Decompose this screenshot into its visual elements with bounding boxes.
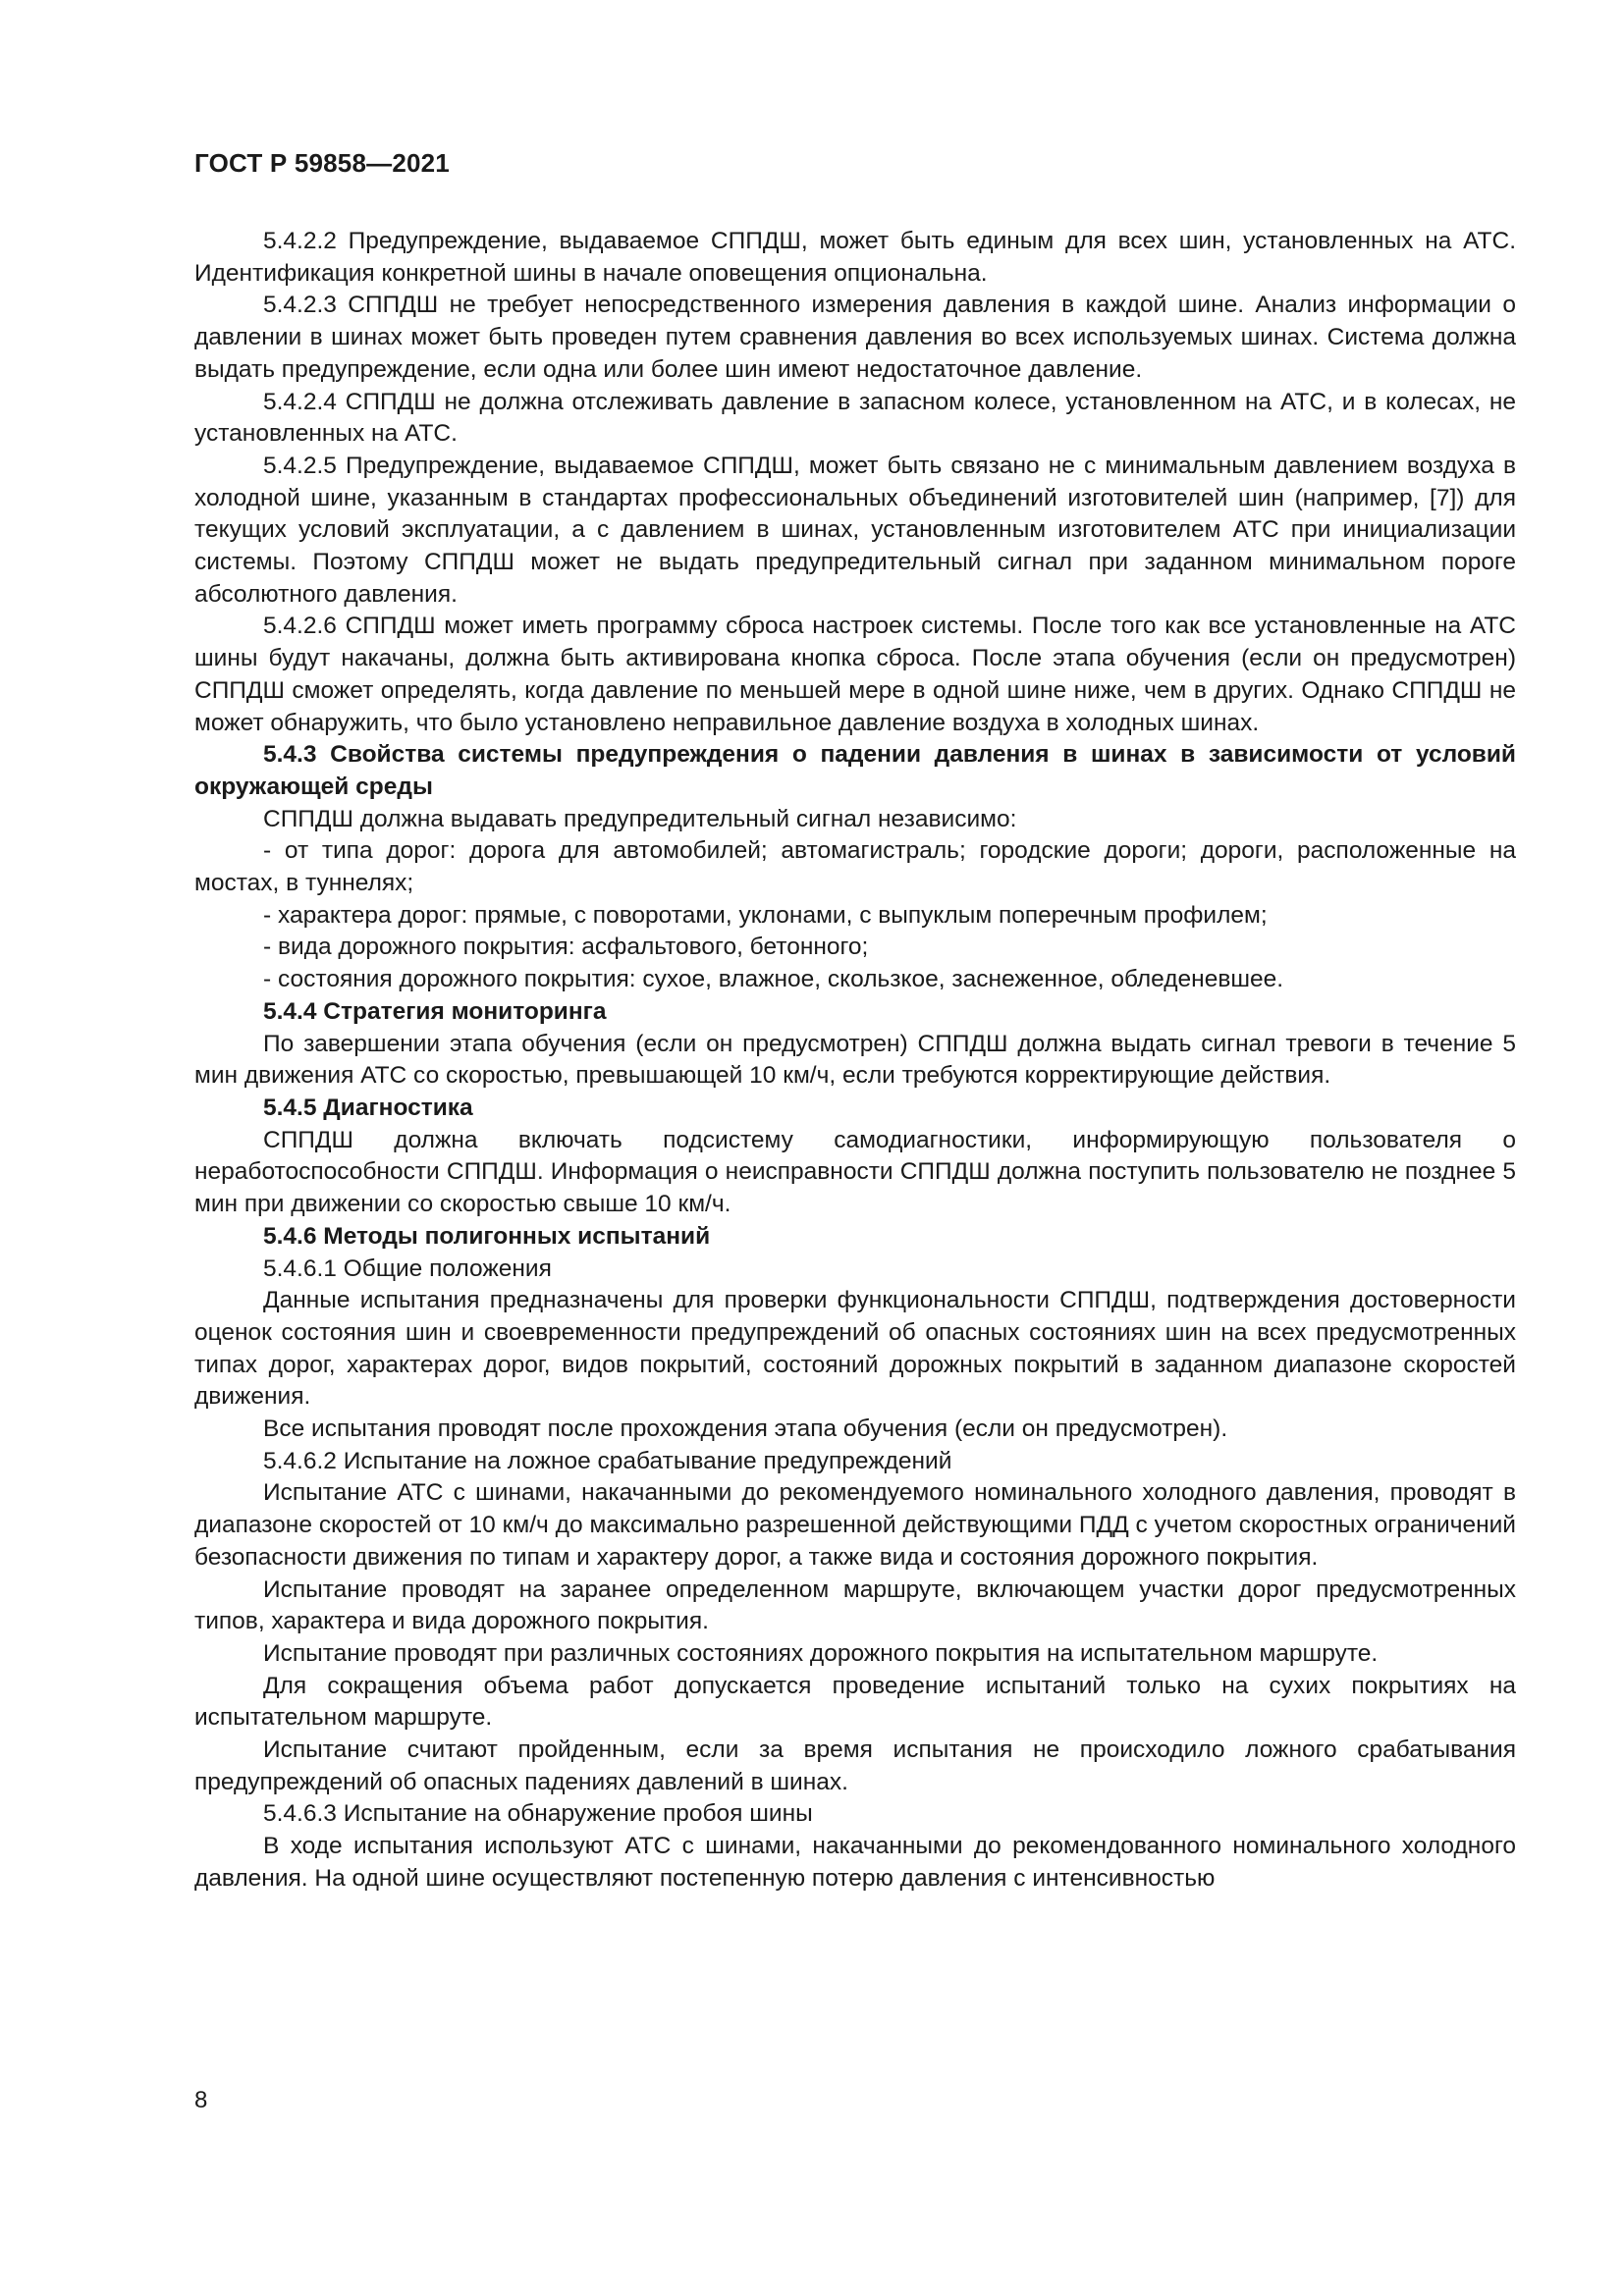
paragraph: Испытание считают пройденным, если за время испытания не происходило ложного срабатывания предупреждений об опасных падениях давлений в шинах.: [194, 1736, 1516, 1795]
paragraph: Данные испытания предназначены для проверки функциональности СППДШ, подтверждения достоверности оценок состояния шин и своевременности предупреждений об опасных состояниях шин на всех предусмотренных типах дорог, характерах дорог, видов покрытий, состояний дорожных покрытий в заданном диапазоне скоростей движения.: [194, 1287, 1516, 1411]
section-heading: 5.4.6 Методы полигонных испытаний: [263, 1222, 711, 1250]
paragraph: - от типа дорог: дорога для автомобилей; автомагистраль; городские дороги; дороги, расположенные на мостах, в туннелях;: [194, 837, 1516, 897]
page-number: 8: [194, 2087, 208, 2113]
paragraph: 5.4.2.5 Предупреждение, выдаваемое СППДШ, может быть связано не с минимальным давлением воздуха в холодной шине, указанным в стандартах профессиональных объединений изготовителей шин (например, [7]) для текущих условий эксплуатации, а с давлением в шинах, установленным изготовителем АТС при инициализации системы. Поэтому СППДШ может не выдать предупредительный сигнал при заданном минимальном пороге абсолютного давления.: [194, 452, 1516, 608]
paragraph: Для сокращения объема работ допускается проведение испытаний только на сухих покрытиях на испытательном маршруте.: [194, 1672, 1516, 1732]
paragraph: СППДШ должна выдавать предупредительный сигнал независимо:: [263, 805, 1017, 832]
paragraph: 5.4.6.3 Испытание на обнаружение пробоя шины: [263, 1800, 813, 1828]
paragraph: Испытание проводят на заранее определенном маршруте, включающем участки дорог предусмотренных типов, характера и вида дорожного покрытия.: [194, 1575, 1516, 1635]
paragraph: - характера дорог: прямые, с поворотами, уклонами, с выпуклым поперечным профилем;: [263, 901, 1268, 929]
paragraph: Испытание проводят при различных состояниях дорожного покрытия на испытательном маршруте.: [263, 1639, 1379, 1667]
section-heading: 5.4.3 Свойства системы предупреждения о падении давления в шинах в зависимости от условий окружающей среды: [194, 741, 1516, 800]
paragraph: 5.4.2.2 Предупреждение, выдаваемое СППДШ, может быть единым для всех шин, установленных на АТС. Идентификация конкретной шины в начале оповещения опциональна.: [194, 228, 1516, 287]
paragraph: 5.4.6.2 Испытание на ложное срабатывание предупреждений: [263, 1447, 952, 1474]
paragraph: 5.4.6.1 Общие положения: [263, 1255, 552, 1282]
section-heading: 5.4.4 Стратегия мониторинга: [263, 997, 607, 1025]
section-heading: 5.4.5 Диагностика: [263, 1094, 473, 1121]
document-body: [194, 226, 1516, 1896]
paragraph: Все испытания проводят после прохождения этапа обучения (если он предусмотрен).: [263, 1415, 1228, 1443]
paragraph: Испытание АТС с шинами, накачанными до рекомендуемого номинального холодного давления, проводят в диапазоне скоростей от 10 км/ч до максимально разрешенной действующими ПДД с учетом скоростных ограничений безопасности движения по типам и характеру дорог, а также вида и состояния дорожного покрытия.: [194, 1479, 1516, 1571]
paragraph: 5.4.2.4 СППДШ не должна отслеживать давление в запасном колесе, установленном на АТС, и в колесах, не установленных на АТС.: [194, 388, 1516, 448]
document-header: ГОСТ Р 59858—2021: [194, 148, 450, 178]
paragraph: - состояния дорожного покрытия: сухое, влажное, скользкое, заснеженное, обледеневшее.: [263, 966, 1284, 993]
paragraph: По завершении этапа обучения (если он предусмотрен) СППДШ должна выдать сигнал тревоги в течение 5 мин движения АТС со скоростью, превышающей 10 км/ч, если требуются корректирующие действия.: [194, 1030, 1516, 1090]
paragraph: 5.4.2.3 СППДШ не требует непосредственного измерения давления в каждой шине. Анализ информации о давлении в шинах может быть проведен путем сравнения давления во всех используемых шинах. Система должна выдать предупреждение, если одна или более шин имеют недостаточное давление.: [194, 292, 1516, 383]
paragraph: СППДШ должна включать подсистему самодиагностики, информирующую пользователя о неработоспособности СППДШ. Информация о неисправности СППДШ должна поступить пользователю не позднее 5 мин при движении со скоростью свыше 10 км/ч.: [194, 1126, 1516, 1218]
paragraph: - вида дорожного покрытия: асфальтового, бетонного;: [263, 934, 869, 961]
paragraph: 5.4.2.6 СППДШ может иметь программу сброса настроек системы. После того как все установленные на АТС шины будут накачаны, должна быть активирована кнопка сброса. После этапа обучения (если он предусмотрен) СППДШ сможет определять, когда давление по меньшей мере в одной шине ниже, чем в других. Однако СППДШ не может обнаружить, что было установлено неправильное давление воздуха в холодных шинах.: [194, 613, 1516, 736]
paragraph: В ходе испытания используют АТС с шинами, накачанными до рекомендованного номинального холодного давления. На одной шине осуществляют постепенную потерю давления с интенсивностью: [194, 1833, 1516, 1892]
